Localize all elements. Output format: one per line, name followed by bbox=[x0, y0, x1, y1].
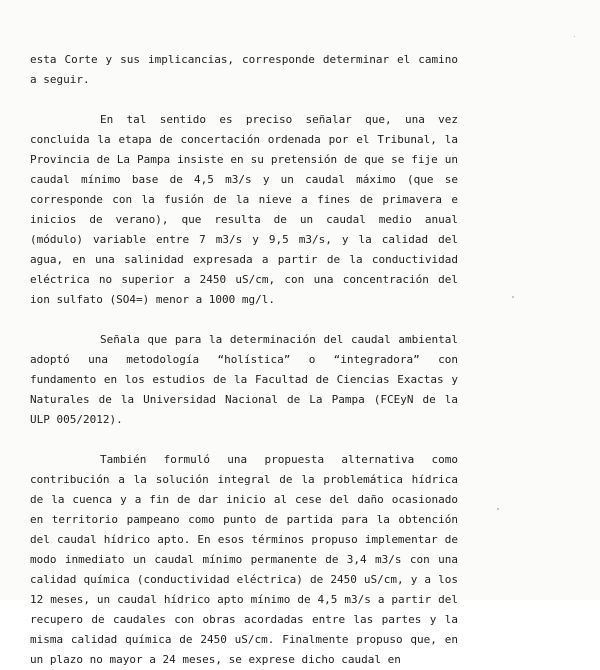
paragraph-tribunal-concertation: En tal sentido es preciso señalar que, una vez concluida la etapa de concertación ordenada por el Tribunal, la Provincia de La Pampa insiste en su pretensión de que se fije un caudal mínimo base de 4,5 m3/s y un caudal máximo (que se corresponde con la fusión de la nieve a fines de primavera e inicios de verano), que resulta de un caudal medio anual (módulo) variable entre 7 m3/s y 9,5 m3/s, y la calidad del agua, en una salinidad expresada a partir de la conductividad eléctrica no superior a 2450 uS/cm, con una concentración del ion sulfato (SO4=) menor a 1000 mg/l. bbox=[30, 113, 458, 306]
scan-speck bbox=[497, 508, 499, 510]
scan-speck bbox=[574, 36, 575, 37]
paragraph-environmental-flow-method: Señala que para la determinación del caudal ambiental adoptó una metodología “holística” o “integradora” con fundamento en los estudios de la Facultad de Ciencias Exactas y Naturales de la Universidad Nacional de La Pampa (FCEyN de la ULP 005/2012). bbox=[30, 333, 458, 426]
scan-speck bbox=[512, 296, 514, 298]
paragraph-continuation: esta Corte y sus implicancias, corresponde determinar el camino a seguir. bbox=[30, 53, 458, 86]
document-body bbox=[30, 50, 458, 670]
paragraph-alternative-proposal: También formuló una propuesta alternativa como contribución a la solución integral de la problemática hídrica de la cuenca y a fin de dar inicio al cese del daño ocasionado en territorio pampeano como punto de partida para la obtención del caudal hídrico apto. En esos términos propuso implementar de modo inmediato un caudal mínimo permanente de 3,4 m3/s con una calidad química (conductividad eléctrica) de 2450 uS/cm, y a los 12 meses, un caudal hídrico apto mínimo de 4,5 m3/s a partir del recupero de caudales con obras acordadas entre las partes y la misma calidad química de 2450 uS/cm. Finalmente propuso que, en un plazo no mayor a 24 meses, se exprese dicho caudal en bbox=[30, 453, 458, 666]
